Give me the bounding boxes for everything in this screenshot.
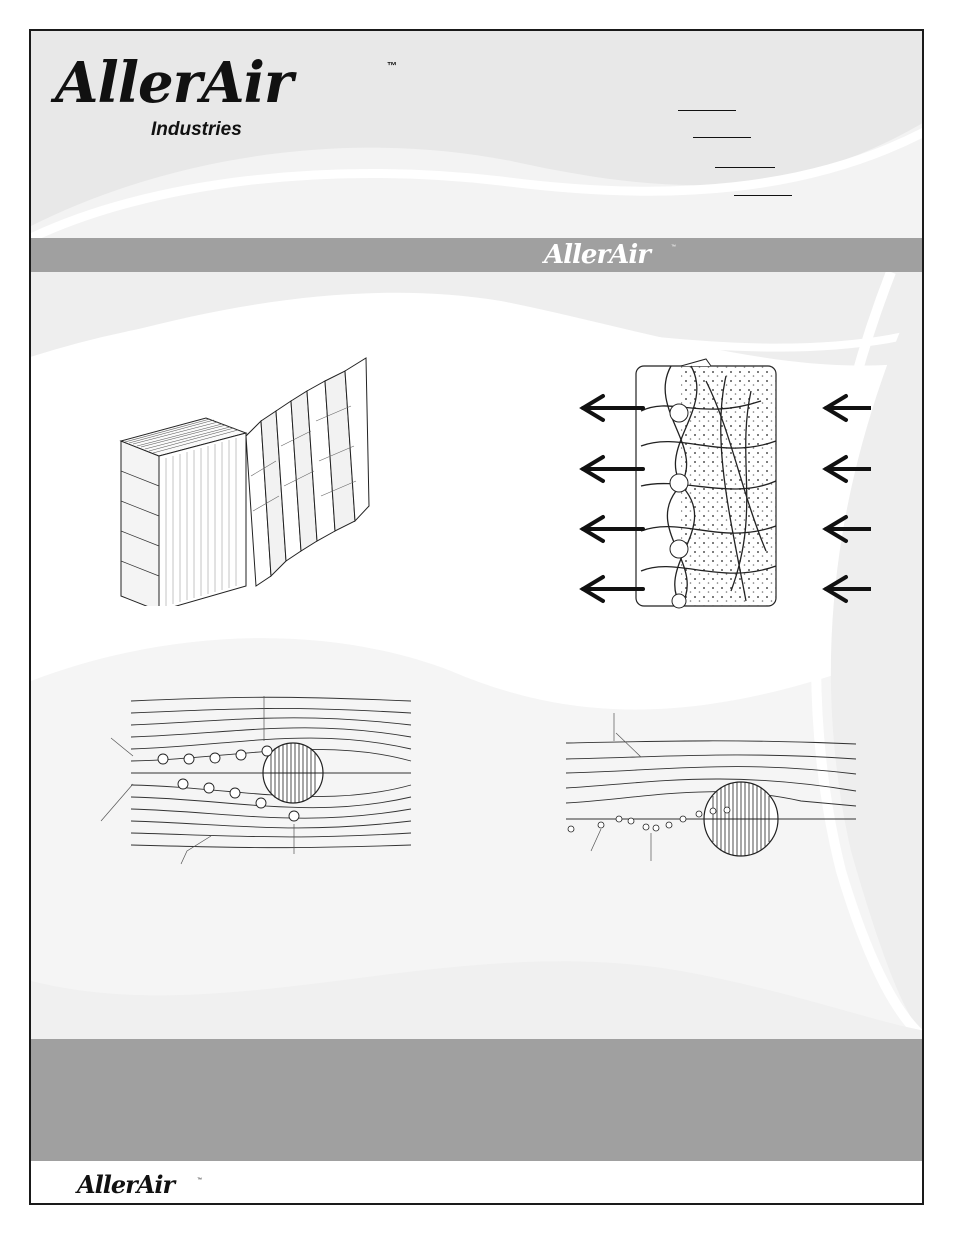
footer-band — [31, 1039, 922, 1161]
particle-impaction-diagram — [561, 711, 861, 861]
band-logo: AllerAir — [544, 240, 650, 270]
brand-logo — [55, 50, 397, 140]
header-band — [31, 238, 922, 272]
footer-logo-trademark: ™ — [197, 1177, 202, 1183]
logo-trademark: ™ — [387, 61, 397, 72]
rule-line-1 — [678, 110, 736, 111]
logo-subtitle: Industries — [151, 119, 242, 140]
page-frame — [29, 29, 924, 1205]
footer-logo: AllerAir — [77, 1170, 175, 1199]
background-swoosh — [31, 31, 924, 1205]
particle-interception-diagram — [91, 686, 421, 876]
rule-line-2 — [693, 137, 751, 138]
rule-line-3 — [715, 167, 775, 168]
fiber-media-cross-section — [531, 351, 871, 611]
logo-wordmark: AllerAir — [55, 50, 293, 116]
pleated-filter-illustration — [111, 346, 371, 606]
band-logo-trademark: ™ — [671, 244, 676, 250]
rule-line-4 — [734, 195, 792, 196]
